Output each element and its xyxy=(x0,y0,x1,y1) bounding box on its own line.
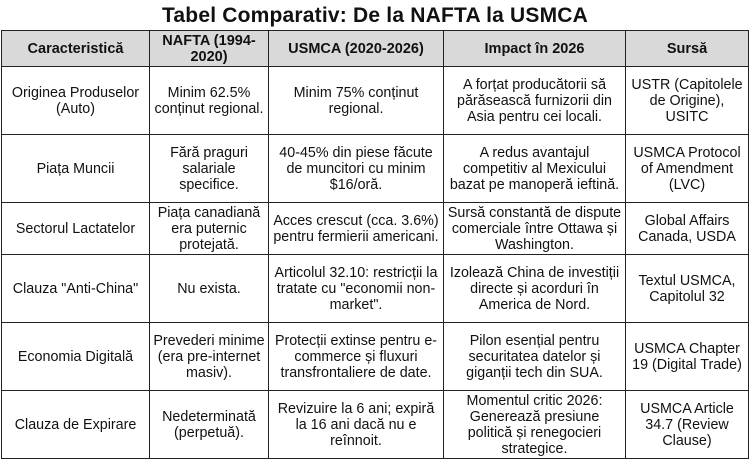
cell-source: USMCA Article 34.7 (Review Clause) xyxy=(626,391,749,459)
cell-usmca: 40-45% din piese făcute de muncitori cu minim $16/oră. xyxy=(269,135,444,203)
cell-source: USMCA Chapter 19 (Digital Trade) xyxy=(626,323,749,391)
table-row xyxy=(2,391,749,459)
cell-nafta: Piața canadiană era puternic protejată. xyxy=(150,203,269,255)
table-row xyxy=(2,67,749,135)
cell-usmca: Articolul 32.10: restricții la tratate cu "economii non-market". xyxy=(269,255,444,323)
column-header-usmca: USMCA (2020-2026) xyxy=(269,31,444,67)
cell-nafta: Nedeterminată (perpetuă). xyxy=(150,391,269,459)
table-row xyxy=(2,255,749,323)
table-row xyxy=(2,323,749,391)
column-header-characteristic: Caracteristică xyxy=(2,31,150,67)
cell-characteristic: Economia Digitală xyxy=(2,323,150,391)
cell-source: USMCA Protocol of Amendment (LVC) xyxy=(626,135,749,203)
cell-impact: A redus avantajul competitiv al Mexicului bazat pe manoperă ieftină. xyxy=(444,135,626,203)
cell-nafta: Minim 62.5% conținut regional. xyxy=(150,67,269,135)
cell-characteristic: Originea Produselor (Auto) xyxy=(2,67,150,135)
cell-impact: A forțat producătorii să părăsească furnizorii din Asia pentru cei locali. xyxy=(444,67,626,135)
column-header-source: Sursă xyxy=(626,31,749,67)
cell-impact: Izolează China de investiții directe și acorduri în America de Nord. xyxy=(444,255,626,323)
comparison-table xyxy=(1,30,749,459)
cell-impact: Pilon esențial pentru securitatea datelor și giganții tech din SUA. xyxy=(444,323,626,391)
cell-usmca: Minim 75% conținut regional. xyxy=(269,67,444,135)
column-header-impact: Impact în 2026 xyxy=(444,31,626,67)
cell-usmca: Acces crescut (cca. 3.6%) pentru fermierii americani. xyxy=(269,203,444,255)
cell-nafta: Fără praguri salariale specifice. xyxy=(150,135,269,203)
column-header-nafta: NAFTA (1994-2020) xyxy=(150,31,269,67)
cell-impact: Momentul critic 2026: Generează presiune politică și renegocieri strategice. xyxy=(444,391,626,459)
table-row xyxy=(2,135,749,203)
cell-source: Global Affairs Canada, USDA xyxy=(626,203,749,255)
cell-impact: Sursă constantă de dispute comerciale între Ottawa și Washington. xyxy=(444,203,626,255)
cell-source: USTR (Capitolele de Origine), USITC xyxy=(626,67,749,135)
table-row xyxy=(2,203,749,255)
cell-characteristic: Clauza "Anti-China" xyxy=(2,255,150,323)
table-header-row xyxy=(2,31,749,67)
cell-characteristic: Piața Muncii xyxy=(2,135,150,203)
cell-characteristic: Clauza de Expirare xyxy=(2,391,150,459)
cell-characteristic: Sectorul Lactatelor xyxy=(2,203,150,255)
cell-nafta: Prevederi minime (era pre-internet masiv). xyxy=(150,323,269,391)
cell-usmca: Protecții extinse pentru e-commerce și fluxuri transfrontaliere de date. xyxy=(269,323,444,391)
cell-source: Textul USMCA, Capitolul 32 xyxy=(626,255,749,323)
page-title: Tabel Comparativ: De la NAFTA la USMCA xyxy=(161,4,589,27)
cell-nafta: Nu exista. xyxy=(150,255,269,323)
cell-usmca: Revizuire la 6 ani; expiră la 16 ani dacă nu e reînnoit. xyxy=(269,391,444,459)
